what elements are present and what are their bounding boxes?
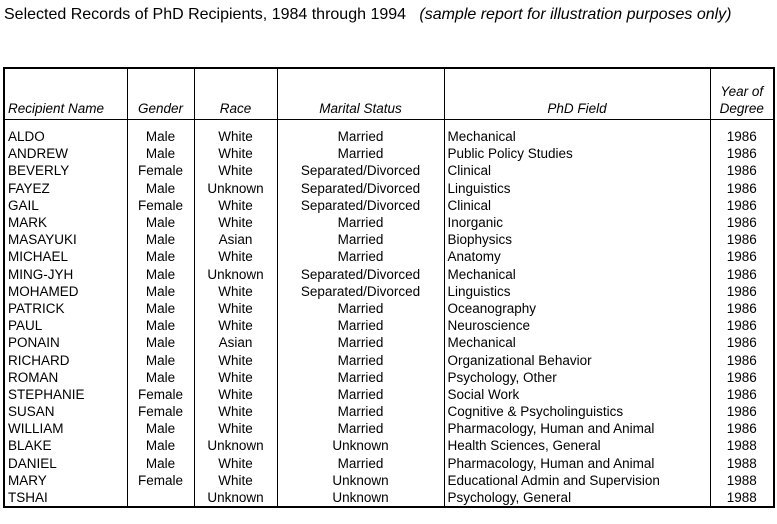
cell-phd-field: Pharmacology, Human and Animal <box>444 420 710 437</box>
cell-phd-field: Social Work <box>444 386 710 403</box>
cell-year-of-degree: 1986 <box>710 334 774 351</box>
cell-race: White <box>194 283 277 300</box>
cell-phd-field: Psychology, Other <box>444 369 710 386</box>
cell-race: White <box>194 248 277 265</box>
cell-race: Asian <box>194 334 277 351</box>
cell-year-of-degree: 1986 <box>710 283 774 300</box>
cell-recipient-name: PAUL <box>4 317 127 334</box>
cell-race: Unknown <box>194 437 277 454</box>
cell-year-of-degree: 1986 <box>710 180 774 197</box>
table-row <box>4 162 774 179</box>
cell-year-of-degree: 1986 <box>710 145 774 162</box>
table-row <box>4 437 774 454</box>
cell-recipient-name: WILLIAM <box>4 420 127 437</box>
cell-recipient-name: GAIL <box>4 197 127 214</box>
cell-race: Unknown <box>194 489 277 507</box>
cell-recipient-name: TSHAI <box>4 489 127 507</box>
cell-gender: Male <box>127 145 194 162</box>
cell-gender: Male <box>127 266 194 283</box>
cell-marital-status: Separated/Divorced <box>277 197 444 214</box>
records-table <box>3 67 775 508</box>
cell-marital-status: Married <box>277 231 444 248</box>
cell-phd-field: Health Sciences, General <box>444 437 710 454</box>
cell-year-of-degree: 1986 <box>710 231 774 248</box>
cell-recipient-name: MICHAEL <box>4 248 127 265</box>
cell-phd-field: Inorganic <box>444 214 710 231</box>
cell-phd-field: Pharmacology, Human and Animal <box>444 455 710 472</box>
cell-gender: Male <box>127 248 194 265</box>
cell-recipient-name: ALDO <box>4 128 127 145</box>
report-subtitle: (sample report for illustration purposes only) <box>419 6 732 23</box>
cell-phd-field: Clinical <box>444 162 710 179</box>
col-header-year-line1: Year of <box>720 84 764 99</box>
cell-race: White <box>194 351 277 368</box>
cell-phd-field: Neuroscience <box>444 317 710 334</box>
cell-marital-status: Married <box>277 420 444 437</box>
cell-gender: Female <box>127 403 194 420</box>
cell-gender: Male <box>127 455 194 472</box>
cell-race: White <box>194 128 277 145</box>
cell-race: White <box>194 214 277 231</box>
cell-year-of-degree: 1986 <box>710 300 774 317</box>
table-row <box>4 317 774 334</box>
table-row <box>4 472 774 489</box>
cell-marital-status: Unknown <box>277 437 444 454</box>
cell-marital-status: Unknown <box>277 489 444 507</box>
cell-race: White <box>194 145 277 162</box>
cell-recipient-name: RICHARD <box>4 351 127 368</box>
cell-gender <box>127 489 194 507</box>
cell-year-of-degree: 1986 <box>710 317 774 334</box>
cell-gender: Male <box>127 231 194 248</box>
col-header-gender: Gender <box>127 68 194 120</box>
col-header-name: Recipient Name <box>4 68 127 120</box>
cell-phd-field: Organizational Behavior <box>444 351 710 368</box>
cell-year-of-degree: 1986 <box>710 420 774 437</box>
col-header-year-line2: Degree <box>719 101 764 116</box>
cell-marital-status: Married <box>277 403 444 420</box>
cell-year-of-degree: 1986 <box>710 162 774 179</box>
table-row <box>4 180 774 197</box>
cell-year-of-degree: 1986 <box>710 351 774 368</box>
cell-phd-field: Linguistics <box>444 283 710 300</box>
cell-marital-status: Separated/Divorced <box>277 266 444 283</box>
col-header-race: Race <box>194 68 277 120</box>
cell-recipient-name: MARY <box>4 472 127 489</box>
cell-phd-field: Oceanography <box>444 300 710 317</box>
table-row <box>4 403 774 420</box>
cell-marital-status: Married <box>277 455 444 472</box>
cell-gender: Male <box>127 369 194 386</box>
cell-gender: Male <box>127 334 194 351</box>
table-row <box>4 283 774 300</box>
cell-race: White <box>194 317 277 334</box>
cell-gender: Male <box>127 300 194 317</box>
cell-marital-status: Married <box>277 369 444 386</box>
cell-race: White <box>194 455 277 472</box>
table-row <box>4 214 774 231</box>
cell-year-of-degree: 1988 <box>710 489 774 507</box>
cell-race: White <box>194 369 277 386</box>
cell-marital-status: Separated/Divorced <box>277 180 444 197</box>
cell-phd-field: Mechanical <box>444 128 710 145</box>
cell-marital-status: Married <box>277 317 444 334</box>
cell-year-of-degree: 1986 <box>710 248 774 265</box>
table-row <box>4 300 774 317</box>
cell-recipient-name: MARK <box>4 214 127 231</box>
cell-race: White <box>194 472 277 489</box>
cell-gender: Male <box>127 283 194 300</box>
table-row <box>4 420 774 437</box>
cell-marital-status: Married <box>277 214 444 231</box>
cell-year-of-degree: 1986 <box>710 403 774 420</box>
cell-phd-field: Mechanical <box>444 334 710 351</box>
cell-recipient-name: MING-JYH <box>4 266 127 283</box>
cell-gender: Female <box>127 472 194 489</box>
table-row <box>4 369 774 386</box>
table-row <box>4 489 774 507</box>
cell-phd-field: Cognitive & Psycholinguistics <box>444 403 710 420</box>
cell-race: White <box>194 420 277 437</box>
col-header-phd-field: PhD Field <box>444 68 710 120</box>
cell-race: White <box>194 403 277 420</box>
cell-gender: Male <box>127 214 194 231</box>
cell-phd-field: Linguistics <box>444 180 710 197</box>
table-row <box>4 248 774 265</box>
cell-race: Unknown <box>194 266 277 283</box>
cell-year-of-degree: 1988 <box>710 472 774 489</box>
cell-race: White <box>194 386 277 403</box>
report-title <box>4 4 774 26</box>
header-row <box>4 68 774 120</box>
cell-marital-status: Separated/Divorced <box>277 162 444 179</box>
table-row <box>4 145 774 162</box>
cell-gender: Male <box>127 128 194 145</box>
cell-marital-status: Married <box>277 248 444 265</box>
spacer-row <box>4 120 774 129</box>
cell-phd-field: Clinical <box>444 197 710 214</box>
cell-recipient-name: DANIEL <box>4 455 127 472</box>
col-header-marital-status: Marital Status <box>277 68 444 120</box>
cell-recipient-name: ANDREW <box>4 145 127 162</box>
cell-year-of-degree: 1988 <box>710 455 774 472</box>
cell-marital-status: Unknown <box>277 472 444 489</box>
cell-gender: Male <box>127 351 194 368</box>
cell-race: White <box>194 197 277 214</box>
cell-gender: Female <box>127 197 194 214</box>
table-row <box>4 197 774 214</box>
cell-marital-status: Married <box>277 351 444 368</box>
cell-recipient-name: ROMAN <box>4 369 127 386</box>
table-row <box>4 266 774 283</box>
cell-gender: Male <box>127 420 194 437</box>
cell-phd-field: Psychology, General <box>444 489 710 507</box>
cell-gender: Female <box>127 162 194 179</box>
cell-race: Asian <box>194 231 277 248</box>
cell-year-of-degree: 1986 <box>710 266 774 283</box>
table-row <box>4 128 774 145</box>
table-row <box>4 334 774 351</box>
cell-recipient-name: STEPHANIE <box>4 386 127 403</box>
cell-recipient-name: PONAIN <box>4 334 127 351</box>
cell-phd-field: Anatomy <box>444 248 710 265</box>
table-row <box>4 455 774 472</box>
cell-marital-status: Married <box>277 334 444 351</box>
cell-recipient-name: FAYEZ <box>4 180 127 197</box>
report-title-main: Selected Records of PhD Recipients, 1984 through 1994 <box>4 6 407 23</box>
cell-recipient-name: BLAKE <box>4 437 127 454</box>
cell-phd-field: Public Policy Studies <box>444 145 710 162</box>
table-row <box>4 351 774 368</box>
cell-race: White <box>194 162 277 179</box>
cell-marital-status: Separated/Divorced <box>277 283 444 300</box>
cell-recipient-name: MOHAMED <box>4 283 127 300</box>
cell-year-of-degree: 1986 <box>710 214 774 231</box>
cell-marital-status: Married <box>277 128 444 145</box>
cell-phd-field: Mechanical <box>444 266 710 283</box>
cell-gender: Male <box>127 437 194 454</box>
cell-year-of-degree: 1986 <box>710 197 774 214</box>
cell-year-of-degree: 1988 <box>710 437 774 454</box>
cell-recipient-name: SUSAN <box>4 403 127 420</box>
cell-year-of-degree: 1986 <box>710 386 774 403</box>
cell-gender: Male <box>127 180 194 197</box>
cell-recipient-name: BEVERLY <box>4 162 127 179</box>
cell-phd-field: Educational Admin and Supervision <box>444 472 710 489</box>
cell-recipient-name: PATRICK <box>4 300 127 317</box>
cell-gender: Female <box>127 386 194 403</box>
table-row <box>4 231 774 248</box>
cell-marital-status: Married <box>277 386 444 403</box>
cell-race: Unknown <box>194 180 277 197</box>
table-row <box>4 386 774 403</box>
cell-race: White <box>194 300 277 317</box>
col-header-year <box>710 68 774 120</box>
cell-gender: Male <box>127 317 194 334</box>
cell-recipient-name: MASAYUKI <box>4 231 127 248</box>
cell-year-of-degree: 1986 <box>710 128 774 145</box>
cell-phd-field: Biophysics <box>444 231 710 248</box>
cell-marital-status: Married <box>277 145 444 162</box>
cell-marital-status: Married <box>277 300 444 317</box>
cell-year-of-degree: 1986 <box>710 369 774 386</box>
